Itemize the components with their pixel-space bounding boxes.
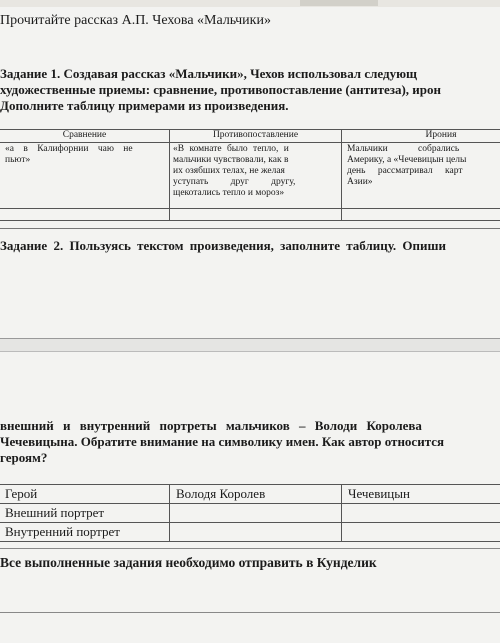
cell-line: мальчики чувствовали, как в: [173, 155, 289, 165]
table-row-divider: [0, 503, 500, 504]
divider: [0, 351, 500, 352]
cell-line: уступать друг другу,: [173, 177, 296, 187]
task3-line-2: Чечевицына. Обратите внимание на символику имен. Как автор относится: [0, 434, 445, 449]
cell-antithesis: [173, 144, 338, 199]
header-comparison: Сравнение: [62, 130, 107, 140]
task1-line-1: Задание 1. Создавая рассказ «Мальчики», Чехов использовал следующ: [0, 66, 417, 81]
cell-line: щекотались тепло и мороз»: [173, 188, 285, 198]
table-border-top: [0, 484, 500, 485]
cell-line: «а в Калифорнии чаю не: [5, 144, 133, 154]
portrait-table: [0, 484, 500, 542]
final-instruction: Все выполненные задания необходимо отправить в Кунделик: [0, 555, 377, 570]
task3-text: [0, 418, 444, 466]
table-col-divider: [169, 484, 170, 542]
cell-comparison: [5, 144, 165, 166]
top-strip: [0, 0, 500, 7]
table-row-divider: [0, 208, 500, 209]
task1-text: [0, 66, 500, 114]
gap-band: [0, 339, 500, 351]
table-col-divider: [341, 129, 342, 221]
cell-line: «В комнате было тепло, и: [173, 144, 289, 154]
divider: [0, 548, 500, 549]
task1-line-2: художественные приемы: сравнение, противопоставление (антитеза), ирон: [0, 82, 442, 97]
cell-line: Америку, а «Чечевицын целы: [347, 155, 467, 165]
task1-line-3: Дополните таблицу примерами из произведения.: [0, 98, 289, 113]
header-volodya: Володя Королев: [176, 486, 266, 501]
cell-line: их озябших телах, не желая: [173, 166, 285, 176]
table-col-divider: [341, 484, 342, 542]
table-col-divider: [169, 129, 170, 221]
divider: [0, 612, 500, 613]
task3-line-1: внешний и внутренний портреты мальчиков – Володи Королева: [0, 418, 422, 433]
header-irony: Ирония: [425, 130, 457, 140]
page-title: Прочитайте рассказ А.П. Чехова «Мальчики»: [0, 13, 271, 28]
row-inner-portrait: Внутренний портрет: [5, 524, 120, 539]
table-border-bottom: [0, 541, 500, 542]
row-outer-portrait: Внешний портрет: [5, 505, 105, 520]
task2-text: Задание 2. Пользуясь текстом произведения, заполните таблицу. Опиши: [0, 238, 446, 253]
divider: [0, 228, 500, 229]
cell-irony: [347, 144, 500, 188]
header-hero: Герой: [5, 486, 38, 501]
cell-line: Азии»: [347, 177, 373, 187]
table-border-bottom: [0, 220, 500, 221]
devices-table: [0, 129, 500, 221]
cell-line: день рассматривал карт: [347, 166, 463, 176]
header-chechevitsyn: Чечевицын: [348, 486, 410, 501]
cell-line: Мальчики собрались: [347, 144, 460, 154]
header-antithesis: Противопоставление: [212, 130, 299, 140]
table-header-divider: [0, 142, 500, 143]
table-row-divider: [0, 522, 500, 523]
watermark-badge: [300, 0, 378, 6]
task3-line-3: героям?: [0, 450, 48, 465]
cell-line: пьют»: [5, 155, 31, 165]
